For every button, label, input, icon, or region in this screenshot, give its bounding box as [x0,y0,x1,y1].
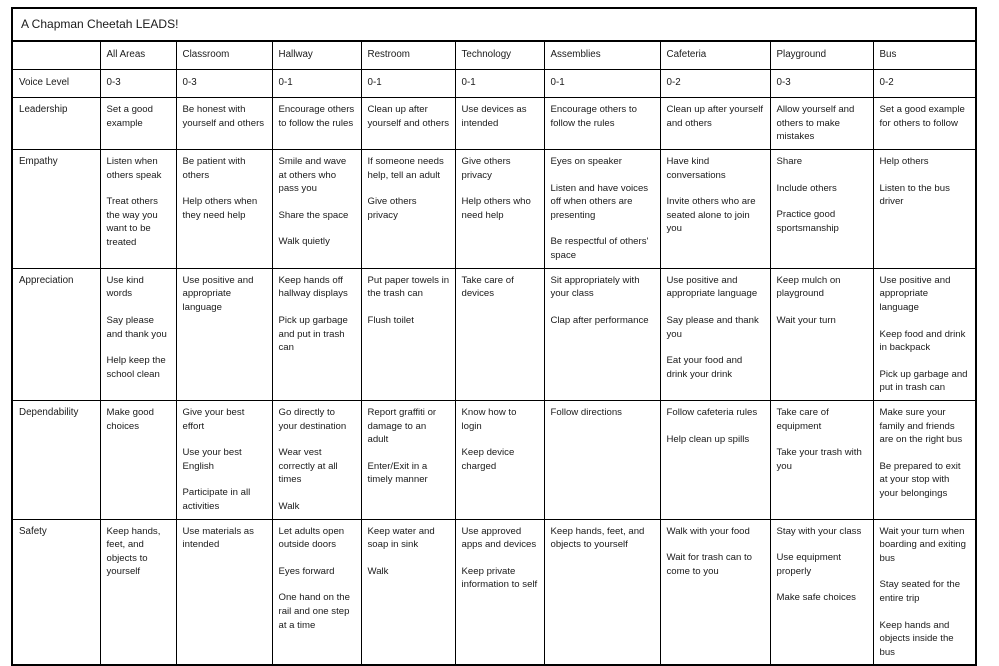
cell-voice-level-hallway [272,70,361,98]
cell-line: Keep hands off hallway displays [278,274,348,300]
cell-line: Keep hands, feet, and objects to yourself [550,525,645,551]
cell-line: One hand on the rail and one step at a time [278,592,350,631]
cell-line: Use positive and appropriate language [879,274,951,313]
cell-appreciation-classroom [176,268,272,400]
cell-safety-assemblies [544,519,660,665]
row-header-voice-level: Voice Level [12,70,100,98]
cell-line: 0-3 [106,77,121,89]
cell-line: Be prepared to exit at your stop with your belongings [879,460,961,499]
table-row [12,268,976,400]
cell-line: Walk [278,501,300,512]
cell-line: Take care of devices [461,274,514,300]
cell-line: Clap after performance [550,314,649,326]
cell-safety-restroom [361,519,455,665]
cell-line: Pick up garbage and put in trash can [278,314,348,354]
cell-safety-playground [770,519,873,665]
cell-line: Wear vest correctly at all times [278,447,338,486]
column-header-restroom: Restroom [361,41,455,69]
cell-line: 0-1 [550,77,565,89]
cell-line: Sit appropriately with your class [550,274,640,300]
cell-line: Set a good example for others to follow [879,104,965,129]
cell-line: Use devices as intended [461,104,527,129]
cell-line: Wait for trash can to come to you [666,552,752,577]
cell-line: Flush toilet [367,314,414,326]
cell-line: Have kind conversations [666,156,726,181]
cell-voice-level-classroom [176,70,272,98]
cell-line: Keep food and drink in backpack [879,328,966,354]
cell-appreciation-restroom [361,268,455,400]
cell-line: Help keep the school clean [106,355,166,380]
cell-line: Practice good sportsmanship [776,209,839,234]
cell-line: Share [776,156,803,168]
cell-empathy-all-areas [100,150,176,269]
cell-line: Allow yourself and others to make mistakes [776,104,855,143]
cell-appreciation-playground [770,268,873,400]
table-row [12,150,976,269]
cell-empathy-classroom [176,150,272,269]
cell-voice-level-restroom [361,70,455,98]
cell-line: Keep hands and objects inside the bus [879,619,954,658]
cell-line: Smile and wave at others who pass you [278,156,347,195]
cell-voice-level-bus [873,70,976,98]
cell-safety-cafeteria [660,519,770,665]
cell-line: Take care of equipment [776,406,829,432]
cell-line: Help clean up spills [666,433,750,445]
cell-leadership-hallway [272,98,361,150]
cell-line: Walk quietly [278,236,330,248]
cell-line: Use materials as intended [182,525,254,551]
cell-line: Let adults open outside doors [278,525,345,551]
cell-leadership-assemblies [544,98,660,150]
cell-appreciation-cafeteria [660,268,770,400]
column-header-cafeteria: Cafeteria [660,41,770,69]
cell-line: Make good choices [106,406,154,432]
cell-line: Follow directions [550,406,622,418]
cell-line: Use positive and appropriate language [182,274,254,313]
behavior-matrix-container [11,7,975,666]
cell-line: Know how to login [461,406,517,432]
cell-line: Set a good example [106,104,153,129]
cell-leadership-bus [873,98,976,150]
cell-empathy-bus [873,150,976,269]
cell-line: Eat your food and drink your drink [666,355,743,380]
cell-line: Give others privacy [461,156,511,181]
column-header-playground: Playground [770,41,873,69]
cell-line: Encourage others to follow the rules [550,104,637,129]
cell-dependability-classroom [176,400,272,519]
cell-dependability-assemblies [544,400,660,519]
cell-line: Say please and thank you [666,314,759,340]
cell-line: Make sure your family and friends are on the right bus [879,406,963,446]
column-header-technology: Technology [455,41,544,69]
column-header-hallway: Hallway [272,41,361,69]
cell-voice-level-assemblies [544,70,660,98]
cell-dependability-technology [455,400,544,519]
column-header-bus: Bus [873,41,976,69]
row-header-empathy: Empathy [12,150,100,269]
cell-line: Share the space [278,209,349,221]
cell-dependability-hallway [272,400,361,519]
cell-appreciation-technology [455,268,544,400]
behavior-expectations-table [11,7,977,666]
cell-leadership-cafeteria [660,98,770,150]
cell-line: Go directly to your destination [278,406,347,432]
cell-line: Pick up garbage and put in trash can [879,368,968,394]
cell-dependability-playground [770,400,873,519]
cell-line: Be patient with others [182,156,246,181]
cell-safety-technology [455,519,544,665]
cell-line: Listen when others speak [106,156,162,181]
table-title-row [12,8,976,41]
cell-line: Say please and thank you [106,314,167,340]
cell-line: Keep mulch on playground [776,274,841,300]
cell-line: Keep private information to self [461,565,538,591]
cell-line: Follow cafeteria rules [666,406,758,418]
cell-line: Stay with your class [776,525,862,537]
cell-leadership-playground [770,98,873,150]
cell-line: Listen to the bus driver [879,182,950,208]
cell-line: Keep hands, feet, and objects to yourself [106,525,161,578]
column-header-row [12,41,976,69]
cell-empathy-hallway [272,150,361,269]
cell-line: Wait your turn [776,314,836,326]
cell-line: Invite others who are seated alone to join you [666,196,756,235]
cell-line: Use your best English [182,447,242,472]
cell-line: Put paper towels in the trash can [367,274,450,300]
cell-voice-level-all-areas [100,70,176,98]
column-header-all-areas: All Areas [100,41,176,69]
cell-line: Clean up after yourself and others [367,104,450,129]
cell-line: Use positive and appropriate language [666,274,758,300]
cell-safety-classroom [176,519,272,665]
cell-leadership-all-areas [100,98,176,150]
cell-line: Listen and have voices off when others are presenting [550,182,649,221]
cell-line: Be honest with yourself and others [182,104,265,129]
cell-line: Make safe choices [776,592,856,604]
cell-line: Enter/Exit in a timely manner [367,460,428,486]
cell-line: Give your best effort [182,406,245,432]
cell-line: Help others [879,156,929,168]
table-row [12,98,976,150]
cell-line: Walk [367,565,389,577]
cell-line: 0-1 [367,77,382,89]
cell-line: Walk with your food [666,525,750,537]
cell-line: Keep water and soap in sink [367,525,435,551]
cell-line: 0-3 [776,77,791,89]
cell-dependability-cafeteria [660,400,770,519]
cell-line: Help others who need help [461,196,531,221]
cell-line: Give others privacy [367,196,417,221]
cell-line: Include others [776,182,837,194]
cell-line: Eyes on speaker [550,156,622,168]
cell-line: Keep device charged [461,447,515,472]
table-row [12,519,976,665]
table-row [12,70,976,98]
cell-line: Participate in all activities [182,487,251,512]
cell-empathy-playground [770,150,873,269]
table-row [12,400,976,519]
cell-voice-level-cafeteria [660,70,770,98]
cell-safety-bus [873,519,976,665]
row-header-appreciation: Appreciation [12,268,100,400]
cell-line: Stay seated for the entire trip [879,579,961,605]
cell-leadership-restroom [361,98,455,150]
cell-appreciation-hallway [272,268,361,400]
cell-leadership-technology [455,98,544,150]
cell-line: 0-3 [182,77,197,89]
column-header-assemblies: Assemblies [544,41,660,69]
table-corner-cell [12,41,100,69]
cell-line: 0-1 [461,77,476,89]
cell-safety-all-areas [100,519,176,665]
cell-voice-level-playground [770,70,873,98]
row-header-dependability: Dependability [12,400,100,519]
cell-line: Clean up after yourself and others [666,104,764,129]
cell-empathy-restroom [361,150,455,269]
cell-safety-hallway [272,519,361,665]
cell-line: Eyes forward [278,565,335,577]
cell-line: Use kind words [106,274,144,300]
column-header-classroom: Classroom [176,41,272,69]
row-header-leadership: Leadership [12,98,100,150]
cell-line: Be respectful of others' space [550,236,649,262]
cell-appreciation-bus [873,268,976,400]
cell-line: Use approved apps and devices [461,525,537,551]
cell-line: Treat others the way you want to be treated [106,196,158,249]
cell-line: 0-1 [278,77,293,89]
cell-line: If someone needs help, tell an adult [367,156,444,181]
cell-line: Report graffiti or damage to an adult [367,406,437,446]
cell-dependability-all-areas [100,400,176,519]
row-header-safety: Safety [12,519,100,665]
cell-leadership-classroom [176,98,272,150]
cell-dependability-bus [873,400,976,519]
cell-empathy-assemblies [544,150,660,269]
cell-line: 0-2 [879,77,894,89]
page-title: A Chapman Cheetah LEADS! [12,8,976,41]
cell-line: Encourage others to follow the rules [278,104,355,129]
cell-dependability-restroom [361,400,455,519]
cell-line: 0-2 [666,77,681,89]
cell-line: Use equipment properly [776,552,842,577]
cell-empathy-technology [455,150,544,269]
cell-appreciation-assemblies [544,268,660,400]
cell-voice-level-technology [455,70,544,98]
cell-line: Help others when they need help [182,196,258,221]
cell-empathy-cafeteria [660,150,770,269]
cell-appreciation-all-areas [100,268,176,400]
cell-line: Wait your turn when boarding and exiting bus [879,525,966,564]
cell-line: Take your trash with you [776,447,862,472]
